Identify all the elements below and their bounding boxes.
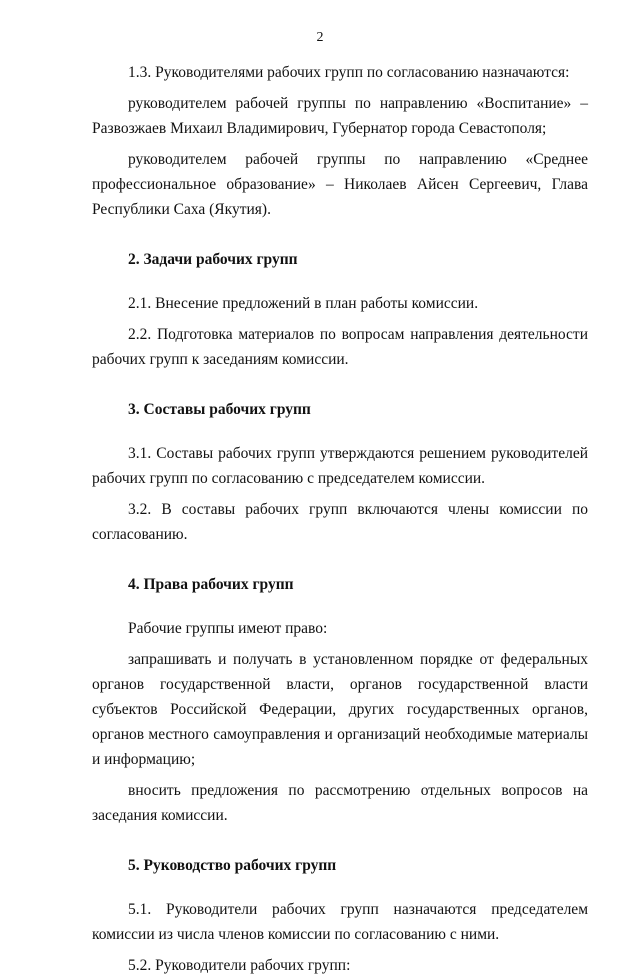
paragraph-2-1: 2.1. Внесение предложений в план работы комиссии. xyxy=(128,295,479,312)
paragraph-rights-propose: вносить предложения по рассмотрению отдельных вопросов на заседания комиссии. xyxy=(92,782,588,824)
section-heading-5: 5. Руководство рабочих групп xyxy=(128,857,337,874)
document-body xyxy=(92,60,588,978)
page-number: 2 xyxy=(316,30,324,45)
section-heading-2: 2. Задачи рабочих групп xyxy=(128,251,298,268)
paragraph-2-2: 2.2. Подготовка материалов по вопросам направления деятельности рабочих групп к заседаниям комиссии. xyxy=(92,326,588,368)
paragraph-5-1: 5.1. Руководители рабочих групп назначаются председателем комиссии из числа членов комиссии по согласованию с ними. xyxy=(92,901,588,943)
paragraph-vospitanie: руководителем рабочей группы по направлению «Воспитание» – Развозжаев Михаил Владимирович, Губернатор города Севастополя; xyxy=(92,95,588,137)
paragraph-5-2: 5.2. Руководители рабочих групп: xyxy=(128,957,351,974)
paragraph-rights-request: запрашивать и получать в установленном порядке от федеральных органов государственной власти, органов государственной власти субъектов Российской Федерации, других государственных органов, органов местного самоуправления и организаций необходимые материалы и информацию; xyxy=(92,651,588,768)
paragraph-1-3: 1.3. Руководителями рабочих групп по согласованию назначаются: xyxy=(128,64,570,81)
paragraph-3-1: 3.1. Составы рабочих групп утверждаются решением руководителей рабочих групп по согласованию с председателем комиссии. xyxy=(92,445,588,487)
paragraph-rights-intro: Рабочие группы имеют право: xyxy=(128,620,328,637)
paragraph-spo: руководителем рабочей группы по направлению «Среднее профессиональное образование» – Николаев Айсен Сергеевич, Глава Республики Саха (Якутия). xyxy=(92,151,588,218)
paragraph-3-2: 3.2. В составы рабочих групп включаются члены комиссии по согласованию. xyxy=(92,501,588,543)
section-heading-4: 4. Права рабочих групп xyxy=(128,576,294,593)
section-heading-3: 3. Составы рабочих групп xyxy=(128,401,311,418)
